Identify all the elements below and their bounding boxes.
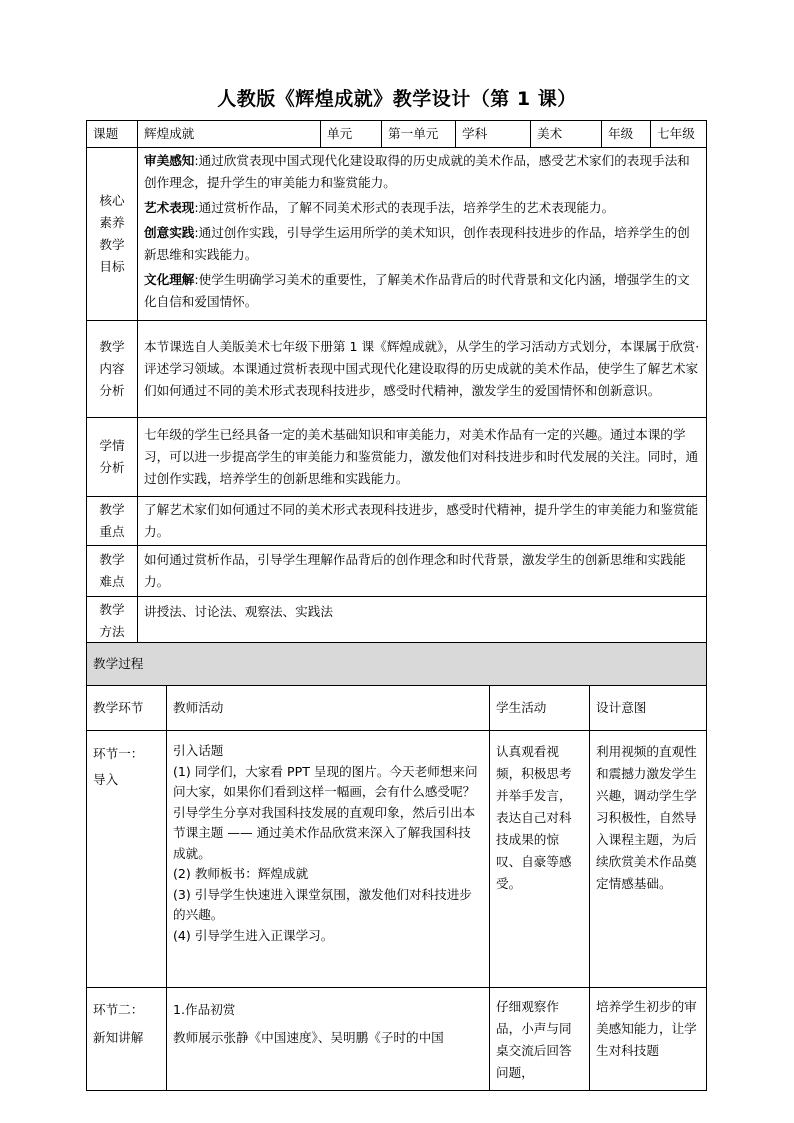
step1-stage: 环节一： 导入: [87, 731, 167, 988]
process-row-step1: [87, 731, 707, 988]
header-row: [87, 121, 707, 148]
goal-text: :通过欣赏表现中国式现代化建设取得的历史成就的美术作品，感受艺术家们的表现手法和创作理念，提升学生的审美能力和鉴赏能力。: [144, 153, 690, 190]
goal-term: 文化理解: [144, 272, 195, 287]
column-header: 设计意图: [590, 686, 707, 731]
methods-label: 教学 方法: [87, 597, 138, 646]
content-analysis-text: 本节课选自人美版美术七年级下册第 1 课《辉煌成就》，从学生的学习活动方式划分，本课属于欣赏·评述学习领域。本课通过赏析表现中国式现代化建设取得的历史成就的美术作品，使学生了解艺术家们如何通过不同的美术形式表现科技进步，感受时代精神，激发学生的爱国情怀和创新意识。: [138, 321, 707, 418]
unit-label: 单元: [321, 121, 382, 148]
student-analysis-text: 七年级的学生已经具备一定的美术基础知识和审美能力，对美术作品有一定的兴趣。通过本课的学习，可以进一步提高学生的审美能力和鉴赏能力，激发他们对科技进步和时代发展的关注。同时，通过创作实践，培养学生的创新思维和实践能力。: [138, 418, 707, 497]
goal-text: :通过赏析作品，了解不同美术形式的表现手法，培养学生的艺术表现能力。: [194, 200, 615, 215]
step2-stage: 环节二： 新知讲解: [87, 988, 167, 1091]
process-table: [86, 642, 707, 1091]
subject-label: 学科: [456, 121, 531, 148]
column-header: 学生活动: [490, 686, 590, 731]
goals-label: 核心 素养 教学 目标: [87, 148, 138, 321]
process-column-headers: [87, 686, 707, 731]
difficulties-row: [87, 546, 707, 597]
student-analysis-label: 学情 分析: [87, 418, 138, 497]
step1-student-activity: 认真观看视频，积极思考并举手发言，表达自己对科技成果的惊叹、自豪等感受。: [490, 731, 590, 988]
methods-text: 讲授法、讨论法、观察法、实践法: [138, 597, 707, 646]
step2-design-intent: 培养学生初步的审美感知能力，让学生对科技题: [590, 988, 707, 1091]
methods-row: [87, 597, 707, 646]
content-analysis-label: 教学 内容 分析: [87, 321, 138, 418]
step2-teacher-activity: 1.作品初赏 教师展示张静《中国速度》、吴明鹏《子时的中国: [167, 988, 490, 1091]
column-header: 教学环节: [87, 686, 167, 731]
key-points-text: 了解艺术家们如何通过不同的美术形式表现科技进步，感受时代精神，提升学生的审美能力和鉴赏能力。: [138, 497, 707, 546]
subject-value: 美术: [531, 121, 602, 148]
process-row-step2: [87, 988, 707, 1091]
key-points-row: [87, 497, 707, 546]
process-section-label: 教学过程: [87, 643, 707, 686]
column-header: 教师活动: [167, 686, 490, 731]
topic-label: 课题: [87, 121, 138, 148]
document-title: 人教版《辉煌成就》教学设计（第 1 课）: [217, 88, 577, 110]
goal-text: :通过创作实践，引导学生运用所学的美术知识，创作表现科技进步的作品，培养学生的创新思维和实践能力。: [144, 225, 690, 262]
goals-content: [138, 148, 707, 321]
content-analysis-row: [87, 321, 707, 418]
grade-value: 七年级: [651, 121, 707, 148]
goals-row: [87, 148, 707, 321]
step2-student-activity: 仔细观察作品，小声与同桌交流后回答问题，: [490, 988, 590, 1091]
student-analysis-row: [87, 418, 707, 497]
goal-term: 艺术表现: [144, 200, 195, 215]
goal-term: 审美感知: [144, 153, 195, 168]
step1-teacher-activity: 引入话题 (1) 同学们，大家看 PPT 呈现的图片。今天老师想来问问大家，如果你们看到这样一幅画，会有什么感受呢？引导学生分享对我国科技发展的直观印象，然后引出本节课主题 —— 通过美术作品欣赏来深入了解我国科技成就。 (2) 教师板书：辉煌成就 (3) 引导学生快速进入课堂氛围，激发他们对科技进步的兴趣。 (4) 引导学生进入正课学习。: [167, 731, 490, 988]
process-section-row: [87, 643, 707, 686]
lesson-info-table: [86, 120, 707, 646]
step1-design-intent: 利用视频的直观性和震撼力激发学生兴趣，调动学生学习积极性，自然导入课程主题，为后续欣赏美术作品奠定情感基础。: [590, 731, 707, 988]
key-points-label: 教学 重点: [87, 497, 138, 546]
topic-value: 辉煌成就: [138, 121, 321, 148]
goal-text: :使学生明确学习美术的重要性，了解美术作品背后的时代背景和文化内涵，增强学生的文化自信和爱国情怀。: [144, 272, 690, 309]
unit-value: 第一单元: [382, 121, 456, 148]
difficulties-text: 如何通过赏析作品，引导学生理解作品背后的创作理念和时代背景，激发学生的创新思维和实践能力。: [138, 546, 707, 597]
grade-label: 年级: [602, 121, 651, 148]
goal-term: 创意实践: [144, 225, 195, 240]
difficulties-label: 教学 难点: [87, 546, 138, 597]
